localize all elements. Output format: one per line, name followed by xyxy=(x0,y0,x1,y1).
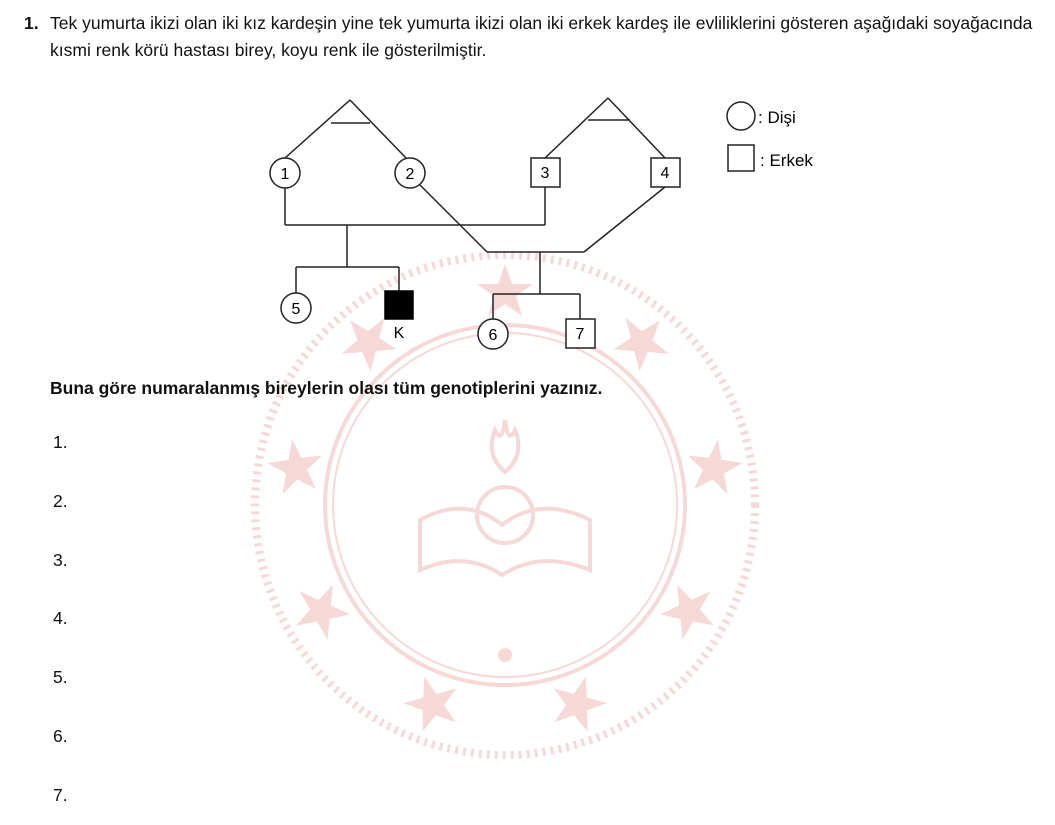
individual-1-label: 1 xyxy=(280,166,290,183)
legend-female-label: : Dişi xyxy=(758,108,796,127)
individual-k-label: K xyxy=(393,325,405,342)
answer-line-3: 3. xyxy=(53,550,68,570)
answer-line-5: 5. xyxy=(53,667,68,687)
question-number: 1. xyxy=(24,13,39,33)
answer-line-7: 7. xyxy=(53,785,68,805)
question-text: Tek yumurta ikizi olan iki kız kardeşin yine tek yumurta ikizi olan iki erkek kardeş ile evliliklerini gösteren aşağıdaki soyağacında kısmi renk körü hastası birey, koyu renk ile gösterilmiştir. xyxy=(50,13,1033,60)
individual-k-affected-male xyxy=(385,291,413,319)
answer-line-1: 1. xyxy=(53,432,68,452)
pedigree-diagram xyxy=(0,0,1055,380)
seal-book-emblem xyxy=(420,420,590,660)
answer-line-4: 4. xyxy=(53,608,68,628)
individual-2-label: 2 xyxy=(405,166,415,183)
legend-male-label: : Erkek xyxy=(760,151,813,170)
individual-3-label: 3 xyxy=(540,165,550,182)
twin-line-left-2 xyxy=(350,100,406,158)
individual-6-label: 6 xyxy=(488,327,498,344)
individual-5-label: 5 xyxy=(291,301,301,318)
marriage-line-4-diag xyxy=(584,187,665,252)
legend-female-symbol xyxy=(727,102,755,130)
question-prompt: Buna göre numaralanmış bireylerin olası tüm genotiplerini yazınız. xyxy=(50,378,603,398)
answer-line-6: 6. xyxy=(53,726,68,746)
twin-line-left-1 xyxy=(285,100,350,158)
legend-male-symbol xyxy=(728,145,754,171)
answer-line-2: 2. xyxy=(53,491,68,511)
individual-4-label: 4 xyxy=(660,165,670,182)
marriage-line-2-diag xyxy=(420,185,487,252)
individual-7-label: 7 xyxy=(575,326,585,343)
twin-line-right-1 xyxy=(545,98,608,158)
twin-line-right-2 xyxy=(608,98,665,158)
